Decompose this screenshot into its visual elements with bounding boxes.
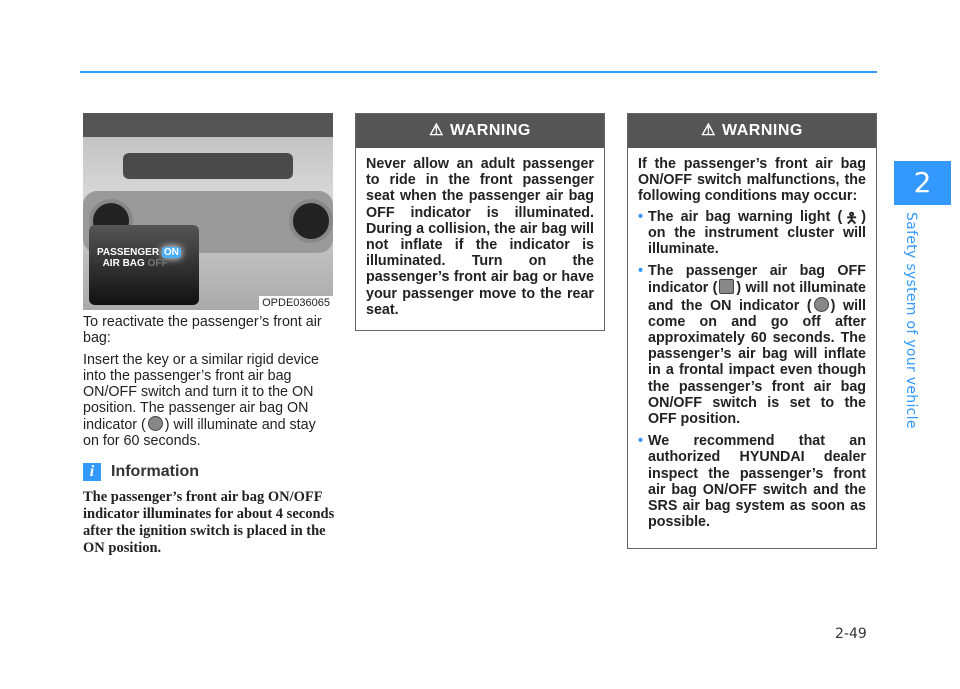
info-title: Information: [111, 463, 199, 480]
warning-body: [628, 148, 876, 546]
info-text: The passenger’s front air bag ON/OFF indicator illuminates for about 4 seconds after the ignition switch is placed in the ON position.: [83, 489, 335, 556]
inset-label: PASSENGER: [97, 247, 160, 258]
airbag-off-indicator-icon: [719, 279, 734, 294]
inset-label-2: AIR BAG: [102, 258, 145, 269]
information-heading: [83, 463, 335, 481]
instruction-text: [83, 352, 335, 449]
warning-title: WARNING: [450, 122, 531, 139]
right-knob: [289, 199, 333, 243]
chapter-title: Safety system of your vehicle: [903, 212, 919, 429]
warning-header: [356, 114, 604, 148]
instruction-part: Insert the key or a similar rigid device into the passenger’s front air bag ON/OFF switch and turn it to the ON position. The passenger air bag ON indicator (: [83, 352, 319, 433]
warning-list: [638, 209, 866, 531]
list-item: [638, 433, 866, 530]
on-indicator: ON: [163, 247, 179, 258]
warning-triangle-icon: ⚠: [429, 122, 444, 139]
page-number: 2-49: [835, 626, 867, 642]
off-indicator: OFF: [147, 258, 168, 269]
item-text: The passenger air bag OFF indicator (: [648, 263, 866, 297]
airbag-on-indicator-icon: [148, 416, 163, 431]
airbag-on-indicator-icon: [814, 297, 829, 312]
item-text: ) on the instrument cluster will illuminate.: [648, 208, 866, 258]
warning-box-1: [355, 113, 605, 331]
warning-intro: If the passenger’s front air bag ON/OFF switch malfunctions, the following conditions may occur:: [638, 156, 866, 205]
indicator-inset: [89, 225, 199, 305]
indicator-strip: [123, 153, 293, 179]
airbag-warning-light-icon: 🯅: [845, 210, 858, 227]
list-item: [638, 209, 866, 258]
item-text: ) will not illuminate and the ON indicator (: [648, 280, 866, 314]
left-column: [83, 314, 335, 557]
info-icon: i: [83, 463, 101, 481]
warning-triangle-icon: ⚠: [701, 122, 716, 139]
chapter-tab: 2: [894, 161, 951, 205]
warning-box-2: [627, 113, 877, 549]
list-item: [638, 263, 866, 427]
header-rule: [80, 71, 877, 73]
warning-text: Never allow an adult passenger to ride in the front passenger seat when the passenger air bag OFF indicator is illuminated. During a collision, the air bag will not inflate if the indicator is illuminated. Turn on the passenger’s front air bag or have your passenger move to the rear seat.: [366, 156, 594, 318]
air-vent: [83, 113, 333, 137]
warning-title: WARNING: [722, 122, 803, 139]
warning-header: [628, 114, 876, 148]
figure-caption: OPDE036065: [259, 296, 333, 310]
item-text: The air bag warning light (: [648, 208, 843, 225]
intro-text: To reactivate the passenger’s front air bag:: [83, 314, 322, 346]
item-text: ) will come on and go off after approximately 60 seconds. The passenger’s air bag will inflate in a frontal impact even though the passenger’s front air bag ON/OFF switch is set to the OFF position.: [648, 297, 866, 428]
dashboard-figure: [83, 113, 333, 310]
instruction-part: ) will illuminate and stay on for 60 seconds.: [83, 417, 316, 449]
item-text: We recommend that an authorized HYUNDAI dealer inspect the passenger’s front air bag ON/OFF switch and the SRS air bag system as soon as possible.: [648, 433, 866, 531]
